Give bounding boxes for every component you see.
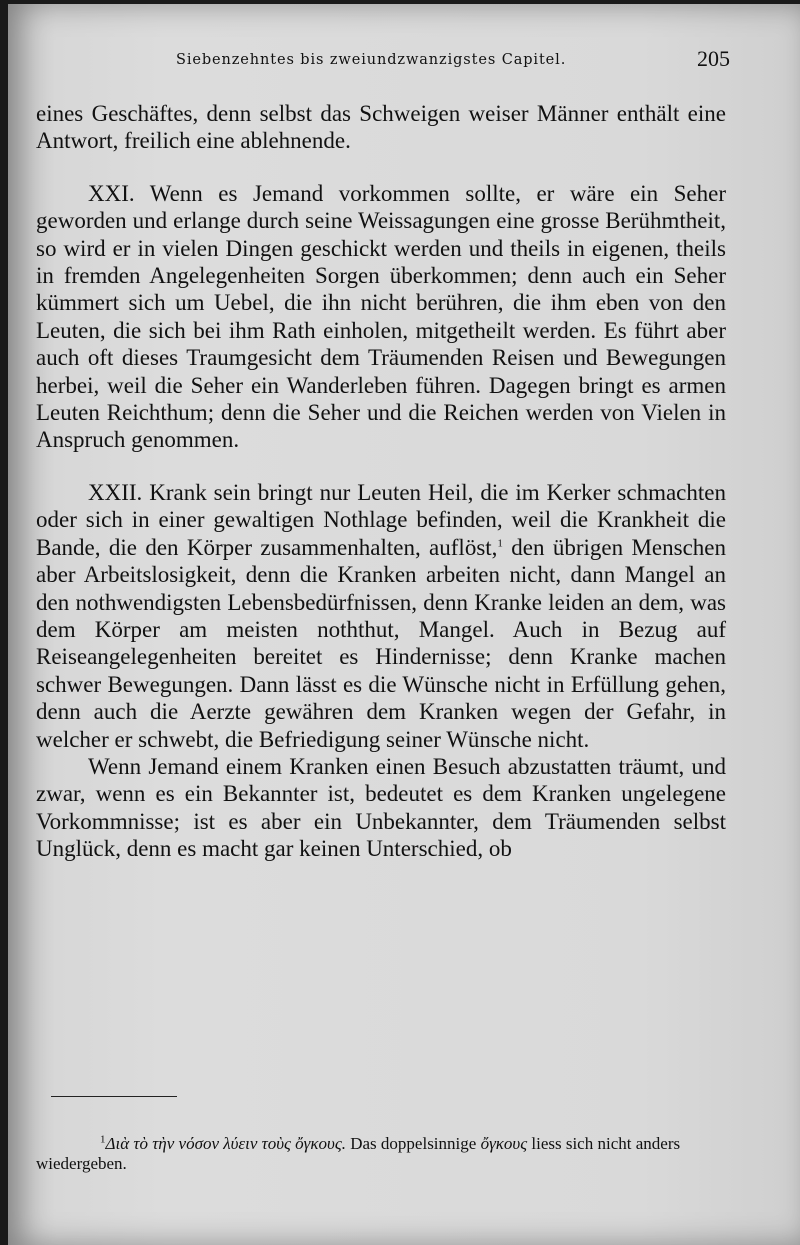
footnote-greek: Διὰ τὸ τὴν νόσον λύειν τοὺς ὄγκους.: [105, 1134, 346, 1153]
paragraph-section-xxi: XXI. Wenn es Jemand vorkommen sollte, er wäre ein Seher geworden und erlange durch seine Weissagungen eine grosse Berühmtheit, so wird er in vielen Dingen geschickt werden und theils in eigenen, theils in fremden Angelegenheiten Sorgen überkommen; denn auch ein Seher kümmert sich um Uebel, die ihn nicht berühren, die ihm eben von den Leuten, die sich bei ihm Rath einholen, mitgetheilt werden. Es führt aber auch oft dieses Traumgesicht dem Träumenden Reisen und Bewegungen herbei, weil die Seher ein Wanderleben führen. Dagegen bringt es armen Leuten Reichthum; denn die Seher und die Reichen werden von Vielen in Anspruch genommen.: [36, 180, 726, 453]
paragraph-section-xxii: [36, 479, 726, 753]
footnote-greek-word: ὄγκους: [480, 1134, 528, 1153]
section-xxii-text-a: XXII. Krank sein bringt nur Leuten Heil, die im Kerker schmachten oder sich in einer gewaltigen Nothlage befinden, weil die Krankheit die Bande, die den Körper zusammenhalten, auflöst,: [36, 479, 726, 560]
footnote-text-after: liess sich nicht anders wiedergeben.: [36, 1134, 681, 1173]
footnote-marker: 1: [497, 537, 503, 550]
running-head: [36, 46, 730, 76]
section-xxii-text-b: den übrigen Menschen aber Arbeitslosigkeit, denn die Kranken arbeiten nicht, dann Mangel an den nothwendigsten Lebensbedürfnissen, denn Kranke leiden an dem, was dem Körper am meisten noththut, Mangel. Auch in Bezug auf Reiseangelegenheiten bereitet es Hindernisse; denn Kranke machen schwer Bewegungen. Dann lässt es die Wünsche nicht in Erfüllung gehen, denn auch die Aerzte gewähren dem Kranken wegen der Gefahr, in welcher er schwebt, die Befriedigung seiner Wünsche nicht.: [36, 534, 727, 752]
body-text: [36, 100, 726, 863]
footnote-text-before: Das doppelsinnige: [345, 1134, 481, 1153]
book-page: [8, 4, 800, 1245]
paragraph-visit: Wenn Jemand einem Kranken einen Besuch abzustatten träumt, und zwar, wenn es ein Bekannter ist, bedeutet es dem Kranken ungelegene Vorkommnisse; ist es aber ein Unbekannter, dem Träumenden selbst Unglück, denn es macht gar keinen Unterschied, ob: [36, 753, 726, 862]
running-title: Siebenzehntes bis zweiundzwanzigstes Capitel.: [176, 52, 567, 68]
footnote: [36, 1134, 736, 1174]
footnote-rule: [51, 1096, 177, 1097]
footnote-number: 1: [100, 1133, 106, 1146]
page-number: 205: [697, 46, 730, 71]
paragraph-continuation: eines Geschäftes, denn selbst das Schweigen weiser Männer enthält eine Antwort, freilich eine ablehnende.: [36, 101, 726, 154]
